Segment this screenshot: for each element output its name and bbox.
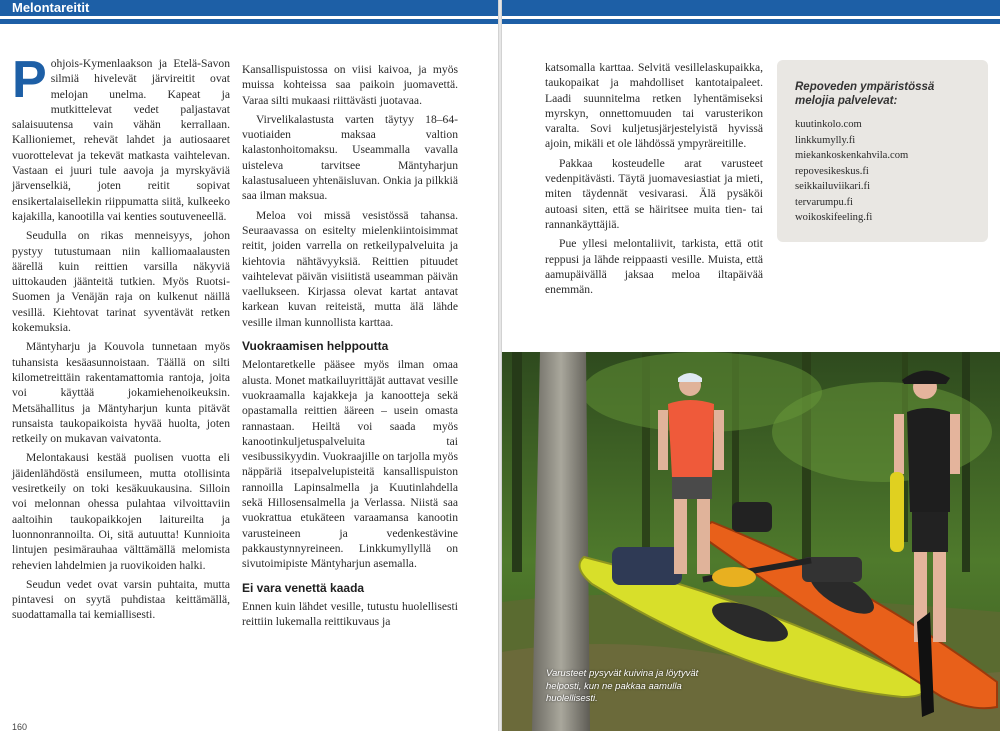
paragraph: Ennen kuin lähdet vesille, tutustu huolellisesti reittiin lukemalla reittikuvaus ja	[242, 599, 458, 629]
service-link: tervarumpu.fi	[795, 196, 853, 208]
paragraph: Seudun vedet ovat varsin puhtaita, mutta pintavesi on syytä puhdistaa keittämällä, suodattamalla tai kemiallisesti.	[12, 577, 230, 622]
paragraph: Seudulla on rikas menneisyys, johon pystyy tutustumaan niin kalliomaalausten äärellä kuin reittien varsilla näkyviä uittokauden jäänteitä tutkien. Myös Ruotsi-Suomen ja Venäjän raja on kulkenut näillä vesillä. Kiehtovat tarinat syventävät retken kokemuksia.	[12, 229, 230, 335]
right-header-band	[502, 0, 1000, 24]
service-link: miekankoskenkahvila.com	[795, 150, 909, 161]
paragraph: Pakkaa kosteudelle arat varusteet vedenpitävästi. Täytä juomavesiastiat ja mieti, miten täydennät vesivarasi. Älä pysäköi autoasi siten, että se häiritsee muita tien- tai rannankäyttäjiä.	[545, 156, 763, 231]
service-link-list	[795, 117, 972, 226]
page-number: 160	[12, 722, 28, 731]
service-link: repovesikeskus.fi	[795, 165, 869, 177]
subheading-rental: Vuokraamisen helppoutta	[242, 339, 389, 354]
paragraph: Melontakausi kestää puolisen vuotta eli jäidenlähdöstä ensilumeen, mutta otollisinta vesiretkeily on toki kesäkuukausina. Silloin voi melonnan ohessa pulahtaa vilvoittaviin aaltoihin taukopaikkojen laitureilta ja luonnonrannoilta. Oi, sitä autuutta! Kunnioita lintujen pesimärauhaa välttämällä melomista rehevien lahdelmien ja ruovikoiden halki.	[12, 451, 230, 572]
paragraph: katsomalla karttaa. Selvitä vesillelaskupaikka, taukopaikat ja mahdolliset kantotaipaleet. Laadi suunnitelma retken lyhentämiseksi myrskyn, onnettomuuden tai varusterikon varalta. Sovi kuljetusjärjestelyistä hyvissä ajoin, mikäli et ole lähdössä ympyräreitille.	[545, 61, 763, 151]
paragraph: Mäntyharju ja Kouvola tunnetaan myös tuhansista kesäasunnoistaan. Täällä on silti kilometreittäin rakentamattomia rantoja, joita voi käyttää jokamiehenoikeuksin. Metsähallitus ja Mäntyharjun kunta pitävät runsaista taukopaikoista hyvää huolta, joten retkeily on mukavan vaivatonta.	[12, 340, 230, 446]
subheading-safety: Ei vara venettä kaada	[242, 580, 365, 595]
paragraph: Virvelikalastusta varten täytyy 18–64-vuotiaiden maksaa valtion kalastonhoitomaksu. Useammalla vavalla uisteleva tarvitsee Mäntyharjun kalastusalueen yhtenäisluvan. Onkia ja pilkkiä saa ilman maksua.	[242, 112, 458, 203]
service-link: woikoskifeeling.fi	[795, 212, 873, 223]
service-link: linkkumylly.fi	[795, 134, 856, 146]
service-link: seikkailuviikari.fi	[795, 181, 871, 192]
right-page	[502, 0, 1000, 731]
section-header-band	[0, 0, 498, 24]
section-title: Melontareitit	[12, 0, 90, 15]
left-column-2	[242, 62, 458, 633]
paragraph: Kansallispuistossa on viisi kaivoa, ja myös muissa kohteissa saa paikoin juomavettä. Varaa silti mukaasi riittävästi juotavaa.	[242, 63, 458, 107]
sidebar-title: Repoveden ympäristössä melojia palvelevat:	[795, 81, 935, 107]
photo-caption: Varusteet pysyvät kuivina ja löytyvät helposti, kun ne pakkaa aamulla huolellisesti.	[546, 668, 699, 704]
intro-paragraph: Pohjois-Kymenlaakson ja Etelä-Savon silmiä hivelevät järvireitit ovat melojan unelma. Kapeat ja mutkittelevat vedet paljastavat salaisuutensa vain vähän kerrallaan. Kallioniemet, rehevät lahdet ja autiosaaret vuorottelevat ja tekevät matkasta vaihtelevan. Vastaan ei juuri tule aavoja ja myrskyäviä järvenselkiä, joten reitit sopivat ensikertalaisellekin riippumatta siitä, kulkeeko kajakilla, kanootilla vai kenties soutuveneellä.	[12, 51, 230, 223]
kayak-photo	[502, 352, 1000, 731]
paragraph: Pue yllesi melontaliivit, tarkista, että otit reppusi ja lähde reippaasti vesille. Muista, että aamupäivällä jaksaa meloa iltapäivää enemmän.	[545, 237, 763, 297]
left-column-1	[12, 51, 230, 627]
left-page	[0, 0, 498, 731]
paragraph: Melontaretkelle pääsee myös ilman omaa alusta. Monet matkailuyrittäjät auttavat vesille vuokraamalla kajakkeja ja kanootteja sekä opastamalla reittien ääreen – usein omasta rannastaan. Heiltä voi saada myös kanootinkuljetuspalveluita tai vesibussikyydin. Vuokraajille on tarjolla myös näppäriä itsepalvelupisteitä kansallispuiston rannoilla Lapinsalmella ja Kuutinlahdella sekä Hillosensalmella ja Verlassa. Niistä saa vuokrattua etukäteen varaamansa kanootin varusteineen ja vedenkestävine pakkaustynnyreineen. Linkkumyllyllä on sivutoimipiste Mäntyharjun asemalla.	[242, 358, 458, 571]
services-sidebar	[777, 60, 988, 242]
right-column	[545, 60, 763, 301]
dropcap: P	[12, 51, 47, 109]
service-link: kuutinkolo.com	[795, 119, 862, 130]
paragraph: Meloa voi missä vesistössä tahansa. Seuraavassa on esitelty mielenkiintoisimmat reitit, joiden varrella on retkeilypalveluita ja kiehtovia nähtävyyksiä. Reittien pituudet vaihtelevat päivän visiitistä useamman päivän vaellukseen. Kirjassa olevat kartat antavat karkean kuvan reiteistä, mutta älä lähde vesille ilman kunnollista karttaa.	[242, 208, 458, 329]
